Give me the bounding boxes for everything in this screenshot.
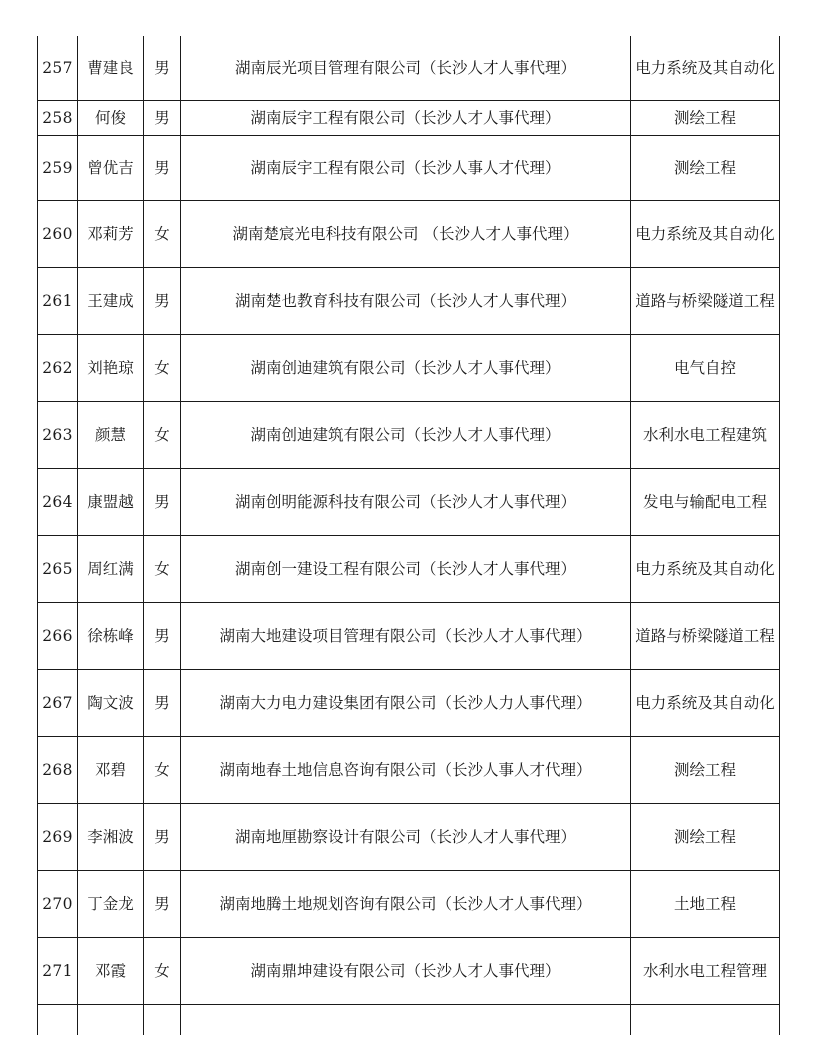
company-name: 湖南楚宸光电科技有限公司 （长沙人才人事代理） <box>181 201 631 268</box>
company-name: 湖南辰宇工程有限公司（长沙人事人才代理） <box>181 136 631 201</box>
empty-cell <box>631 1005 780 1036</box>
person-name: 曹建良 <box>78 36 144 101</box>
gender: 女 <box>144 335 181 402</box>
gender: 男 <box>144 871 181 938</box>
row-number: 260 <box>38 201 78 268</box>
company-name: 湖南辰光项目管理有限公司（长沙人才人事代理） <box>181 36 631 101</box>
company-name: 湖南创明能源科技有限公司（长沙人才人事代理） <box>181 469 631 536</box>
empty-cell <box>181 1005 631 1036</box>
row-number: 262 <box>38 335 78 402</box>
company-name: 湖南楚也教育科技有限公司（长沙人才人事代理） <box>181 268 631 335</box>
company-name: 湖南创迪建筑有限公司（长沙人才人事代理） <box>181 402 631 469</box>
table-row <box>38 469 780 536</box>
gender: 男 <box>144 469 181 536</box>
person-name: 徐栋峰 <box>78 603 144 670</box>
company-name: 湖南鼎坤建设有限公司（长沙人才人事代理） <box>181 938 631 1005</box>
table-row <box>38 201 780 268</box>
company-name: 湖南大力电力建设集团有限公司（长沙人力人事代理） <box>181 670 631 737</box>
major: 水利水电工程建筑 <box>631 402 780 469</box>
table-row <box>38 603 780 670</box>
table-row <box>38 402 780 469</box>
gender: 男 <box>144 101 181 136</box>
row-number: 263 <box>38 402 78 469</box>
empty-cell <box>78 1005 144 1036</box>
row-number: 269 <box>38 804 78 871</box>
table-row-continued <box>38 1005 780 1036</box>
table-row <box>38 536 780 603</box>
personnel-table <box>37 36 780 1035</box>
row-number: 266 <box>38 603 78 670</box>
major: 电力系统及其自动化 <box>631 670 780 737</box>
table-row <box>38 268 780 335</box>
company-name: 湖南辰宇工程有限公司（长沙人才人事代理） <box>181 101 631 136</box>
empty-cell <box>144 1005 181 1036</box>
major: 电力系统及其自动化 <box>631 201 780 268</box>
person-name: 王建成 <box>78 268 144 335</box>
gender: 男 <box>144 603 181 670</box>
row-number: 268 <box>38 737 78 804</box>
person-name: 曾优吉 <box>78 136 144 201</box>
person-name: 邓莉芳 <box>78 201 144 268</box>
row-number: 264 <box>38 469 78 536</box>
document-page <box>37 36 779 1035</box>
person-name: 康盟越 <box>78 469 144 536</box>
major: 测绘工程 <box>631 101 780 136</box>
major: 电力系统及其自动化 <box>631 536 780 603</box>
row-number: 271 <box>38 938 78 1005</box>
person-name: 何俊 <box>78 101 144 136</box>
major: 测绘工程 <box>631 804 780 871</box>
person-name: 邓霞 <box>78 938 144 1005</box>
table-row <box>38 670 780 737</box>
table-row <box>38 335 780 402</box>
company-name: 湖南地春土地信息咨询有限公司（长沙人事人才代理） <box>181 737 631 804</box>
empty-cell <box>38 1005 78 1036</box>
row-number: 258 <box>38 101 78 136</box>
company-name: 湖南创一建设工程有限公司（长沙人才人事代理） <box>181 536 631 603</box>
row-number: 257 <box>38 36 78 101</box>
major: 水利水电工程管理 <box>631 938 780 1005</box>
gender: 女 <box>144 938 181 1005</box>
major: 电力系统及其自动化 <box>631 36 780 101</box>
gender: 男 <box>144 670 181 737</box>
gender: 女 <box>144 737 181 804</box>
gender: 女 <box>144 402 181 469</box>
major: 道路与桥梁隧道工程 <box>631 603 780 670</box>
table-row <box>38 36 780 101</box>
person-name: 李湘波 <box>78 804 144 871</box>
gender: 男 <box>144 268 181 335</box>
person-name: 丁金龙 <box>78 871 144 938</box>
person-name: 颜慧 <box>78 402 144 469</box>
gender: 男 <box>144 136 181 201</box>
major: 道路与桥梁隧道工程 <box>631 268 780 335</box>
table-row <box>38 804 780 871</box>
table-row <box>38 101 780 136</box>
table-row <box>38 136 780 201</box>
table-row <box>38 737 780 804</box>
major: 测绘工程 <box>631 737 780 804</box>
company-name: 湖南地腾土地规划咨询有限公司（长沙人才人事代理） <box>181 871 631 938</box>
company-name: 湖南地厘勘察设计有限公司（长沙人才人事代理） <box>181 804 631 871</box>
table-row <box>38 871 780 938</box>
row-number: 261 <box>38 268 78 335</box>
company-name: 湖南创迪建筑有限公司（长沙人才人事代理） <box>181 335 631 402</box>
person-name: 周红满 <box>78 536 144 603</box>
major: 电气自控 <box>631 335 780 402</box>
gender: 男 <box>144 804 181 871</box>
person-name: 刘艳琼 <box>78 335 144 402</box>
company-name: 湖南大地建设项目管理有限公司（长沙人才人事代理） <box>181 603 631 670</box>
major: 测绘工程 <box>631 136 780 201</box>
gender: 女 <box>144 536 181 603</box>
gender: 男 <box>144 36 181 101</box>
row-number: 267 <box>38 670 78 737</box>
table-row <box>38 938 780 1005</box>
row-number: 259 <box>38 136 78 201</box>
gender: 女 <box>144 201 181 268</box>
row-number: 265 <box>38 536 78 603</box>
major: 发电与输配电工程 <box>631 469 780 536</box>
person-name: 邓碧 <box>78 737 144 804</box>
person-name: 陶文波 <box>78 670 144 737</box>
row-number: 270 <box>38 871 78 938</box>
major: 土地工程 <box>631 871 780 938</box>
